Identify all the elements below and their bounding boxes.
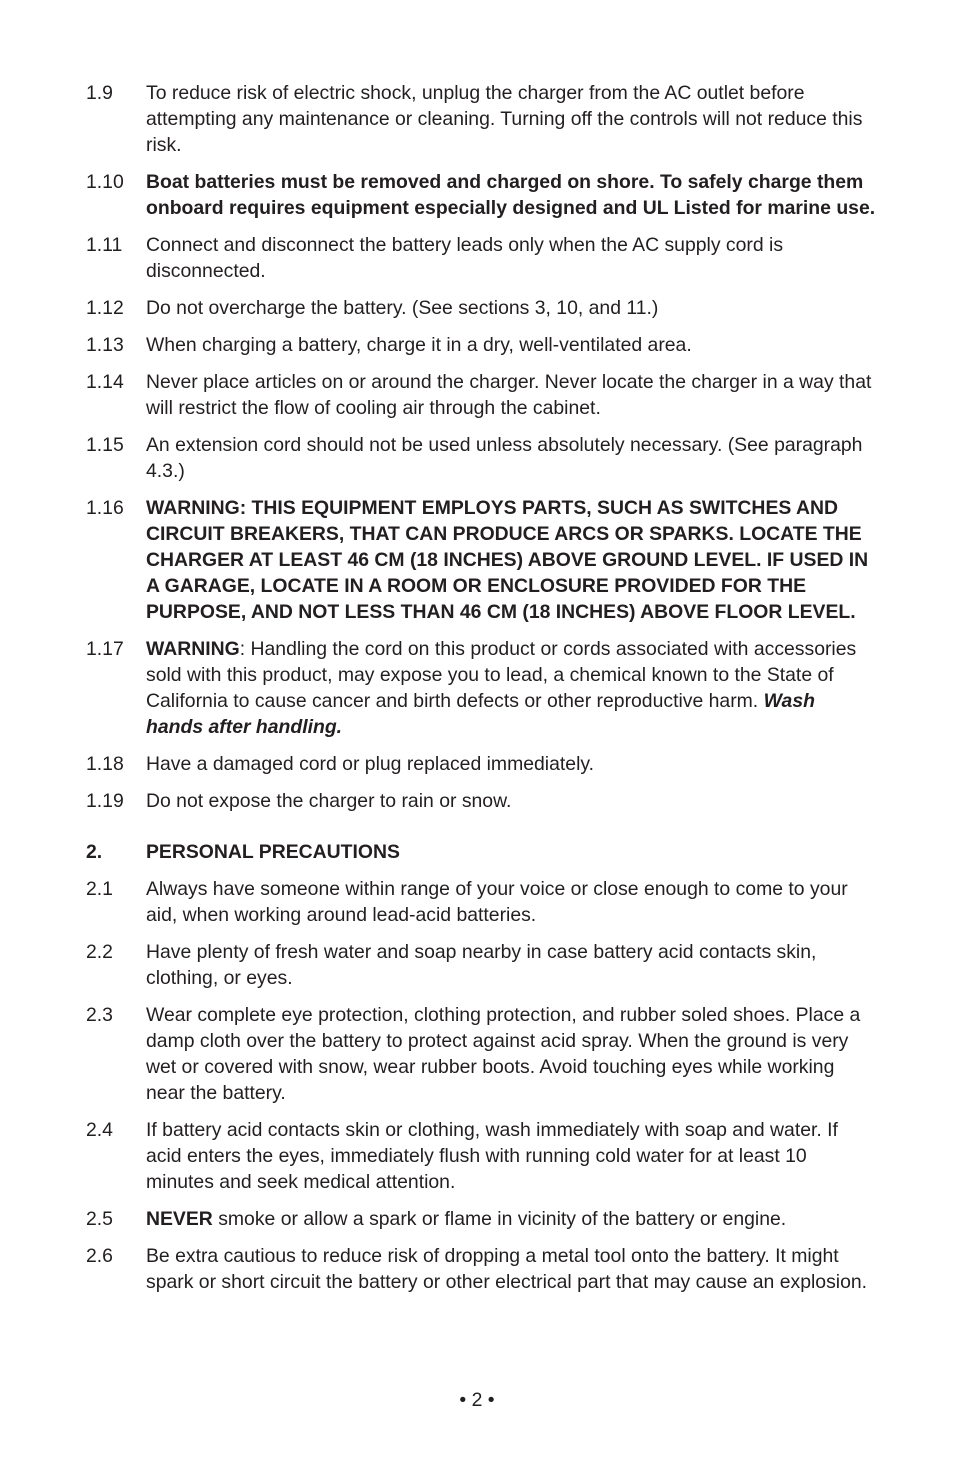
warning-text: WARNING: THIS EQUIPMENT EMPLOYS PARTS, SUCH AS SWITCHES AND CIRCUIT BREAKERS, THAT CAN PRODUCE ARCS OR SPARKS. LOCATE THE CHARGER AT LEAST 46 CM (18 INCHES) ABOVE GROUND LEVEL. IF USED IN A GARAGE, LOCATE IN A ROOM OR ENCLOSURE PROVIDED FOR THE PURPOSE, AND NOT LESS THAN 46 CM (18 INCHES) ABOVE FLOOR LEVEL. [146,497,869,623]
list-item-1-11 [86,232,876,284]
section-number: 2. [86,841,103,863]
list-item-2-1 [86,876,876,928]
list-item-2-2 [86,939,876,991]
item-number: 1.17 [86,638,124,660]
list-item-1-19 [86,788,876,814]
item-text: Always have someone within range of your voice or close enough to come to your aid, when working around lead-acid batteries. [146,878,848,926]
item-number: 2.3 [86,1004,113,1026]
item-text: To reduce risk of electric shock, unplug the charger from the AC outlet before attempting any maintenance or cleaning. Turning off the controls will not reduce this risk. [146,82,863,156]
item-text: Wear complete eye protection, clothing protection, and rubber soled shoes. Place a damp cloth over the battery to protect against acid spray. When the ground is very wet or covered with snow, wear rubber boots. Avoid touching eyes while working near the battery. [146,1004,861,1104]
item-text: When charging a battery, charge it in a dry, well-ventilated area. [146,334,692,356]
item-text: Have a damaged cord or plug replaced immediately. [146,753,595,775]
warning-label: WARNING [146,638,240,660]
section-spacer [86,825,876,839]
item-text: If battery acid contacts skin or clothing, wash immediately with soap and water. If acid enters the eyes, immediately flush with running cold water for at least 10 minutes and seek medical attention. [146,1119,838,1193]
item-number: 2.6 [86,1245,113,1267]
list-item-2-6 [86,1243,876,1295]
list-item-1-15 [86,432,876,484]
item-text: Be extra cautious to reduce risk of dropping a metal tool onto the battery. It might spark or short circuit the battery or other electrical part that may cause an explosion. [146,1245,868,1293]
item-number: 1.19 [86,790,124,812]
page-content [86,80,876,1306]
list-item-1-18 [86,751,876,777]
list-item-1-13 [86,332,876,358]
item-text: Never place articles on or around the charger. Never locate the charger in a way that will restrict the flow of cooling air through the cabinet. [146,371,872,419]
never-label: NEVER [146,1208,213,1230]
list-item-2-5 [86,1206,876,1232]
item-body: : Handling the cord on this product or cords associated with accessories sold with this product, may expose you to lead, a chemical known to the State of California to cause cancer and birth defects or other reproductive harm. [146,638,857,712]
item-number: 2.2 [86,941,113,963]
item-text: An extension cord should not be used unless absolutely necessary. (See paragraph 4.3.) [146,434,863,482]
item-text-bold: Boat batteries must be removed and charged on shore. To safely charge them onboard requires equipment especially designed and UL Listed for marine use. [146,171,876,219]
list-item-1-14 [86,369,876,421]
item-number: 1.12 [86,297,124,319]
item-number: 2.5 [86,1208,113,1230]
item-number: 1.18 [86,753,124,775]
section-title: PERSONAL PRECAUTIONS [146,841,400,863]
item-number: 1.13 [86,334,124,356]
item-number: 1.15 [86,434,124,456]
list-item-2-4 [86,1117,876,1195]
item-text: Do not expose the charger to rain or snow. [146,790,512,812]
item-number: 1.16 [86,497,124,519]
page-number: • 2 • [459,1389,495,1411]
list-item-1-9 [86,80,876,158]
list-item-1-10 [86,169,876,221]
item-number: 2.4 [86,1119,113,1141]
item-text: Connect and disconnect the battery leads only when the AC supply cord is disconnected. [146,234,784,282]
wash-hands-note: Wash hands after handling. [146,690,815,738]
list-item-1-16 [86,495,876,625]
list-item-1-17 [86,636,876,740]
list-item-2-3 [86,1002,876,1106]
item-number: 1.9 [86,82,113,104]
item-number: 2.1 [86,878,113,900]
item-text: Have plenty of fresh water and soap nearby in case battery acid contacts skin, clothing, or eyes. [146,941,817,989]
list-item-1-12 [86,295,876,321]
item-body: smoke or allow a spark or flame in vicinity of the battery or engine. [212,1208,787,1230]
item-text [146,1206,876,1232]
item-number: 1.10 [86,171,124,193]
item-number: 1.14 [86,371,124,393]
item-text [146,636,876,740]
item-number: 1.11 [86,234,123,256]
item-text: Do not overcharge the battery. (See sections 3, 10, and 11.) [146,297,659,319]
section-heading [86,839,876,865]
